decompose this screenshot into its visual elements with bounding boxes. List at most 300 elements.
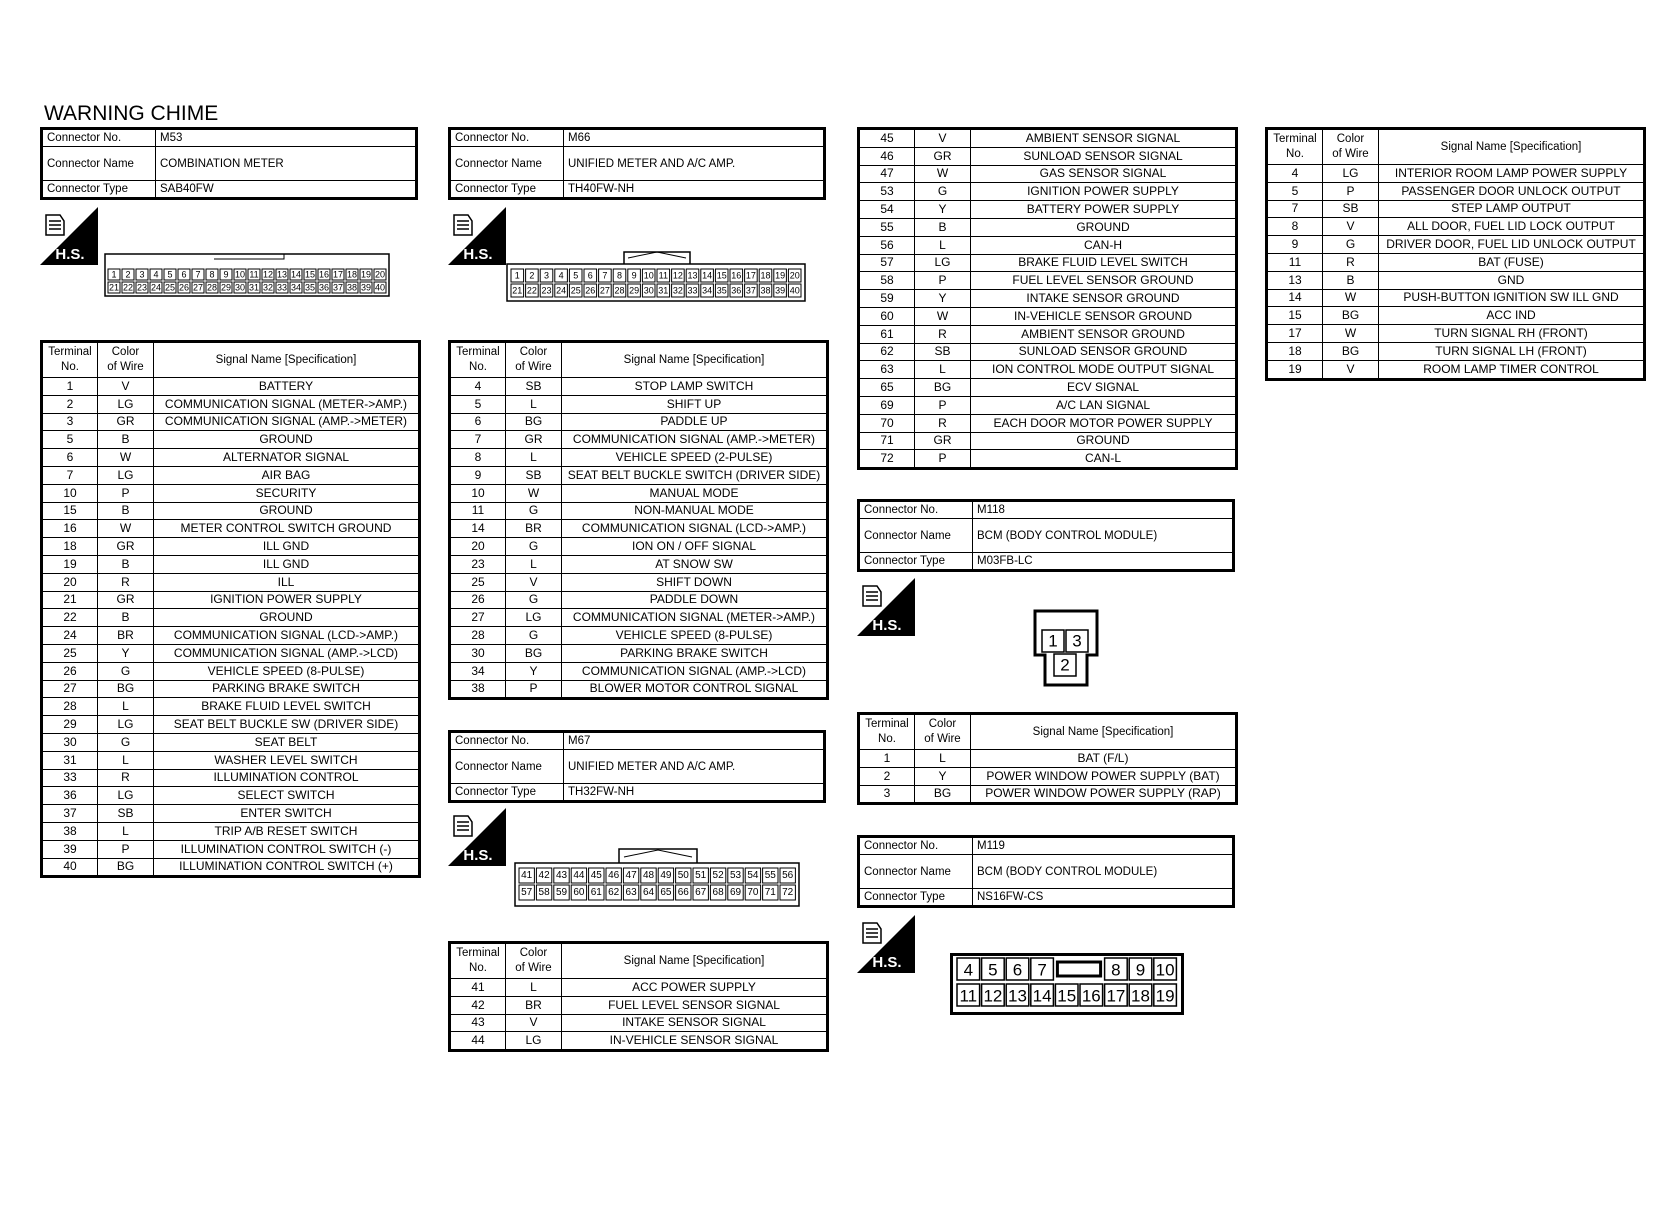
wire-color: G [1323, 236, 1379, 254]
terminal-no: 4 [1267, 165, 1323, 183]
connector-name: UNIFIED METER AND A/C AMP. [564, 750, 825, 784]
table-row [859, 379, 1237, 397]
pin-number: 28 [206, 282, 218, 293]
table-row [42, 644, 420, 662]
wire-color: L [98, 751, 154, 769]
table-row [450, 520, 828, 538]
signal-name: IGNITION POWER SUPPLY [971, 183, 1237, 201]
table-row [450, 680, 828, 699]
wire-color: L [915, 236, 971, 254]
signal-name: COMMUNICATION SIGNAL (LCD->AMP.) [154, 627, 420, 645]
pin-number: 59 [555, 887, 568, 898]
pin-number: 21 [108, 282, 120, 293]
table-row [859, 236, 1237, 254]
table-row [42, 555, 420, 573]
table-row [450, 591, 828, 609]
signal-name-header: Signal Name [Specification] [562, 342, 828, 378]
m53-terminal-table [40, 340, 421, 878]
terminal-no: 42 [450, 996, 506, 1014]
table-row [42, 378, 420, 396]
pin-number: 64 [642, 887, 655, 898]
connector-label: Connector No. [450, 129, 564, 147]
pin-number: 34 [702, 285, 713, 296]
signal-name: BATTERY [154, 378, 420, 396]
wire-color: L [506, 449, 562, 467]
connector-name: BCM (BODY CONTROL MODULE) [973, 519, 1234, 553]
table-row [450, 484, 828, 502]
terminal-no-header: Terminal No. [450, 943, 506, 979]
signal-name: POWER WINDOW POWER SUPPLY (BAT) [971, 767, 1237, 785]
pin-number: 36 [731, 285, 742, 296]
m119-terminal-table [1265, 127, 1646, 381]
table-row [450, 573, 828, 591]
signal-name: PASSENGER DOOR UNLOCK OUTPUT [1379, 182, 1645, 200]
terminal-no-header: Terminal No. [450, 342, 506, 378]
signal-name: ALL DOOR, FUEL LID LOCK OUTPUT [1379, 218, 1645, 236]
table-row [1267, 182, 1645, 200]
pin-number: 60 [573, 887, 585, 898]
terminal-no: 27 [42, 680, 98, 698]
table-row [42, 449, 420, 467]
table-row [450, 662, 828, 680]
table-row [42, 733, 420, 751]
terminal-no: 3 [859, 785, 915, 804]
signal-name: NON-MANUAL MODE [562, 502, 828, 520]
terminal-no: 15 [1267, 307, 1323, 325]
table-row [42, 413, 420, 431]
wire-color: R [915, 325, 971, 343]
pin-number: 46 [608, 870, 620, 881]
m53-info [40, 127, 418, 200]
signal-name: BLOWER MOTOR CONTROL SIGNAL [562, 680, 828, 699]
table-row [1267, 360, 1645, 379]
signal-name: BRAKE FLUID LEVEL SWITCH [971, 254, 1237, 272]
pin-number: 22 [122, 282, 134, 293]
wire-color: W [1323, 325, 1379, 343]
pin-number: 16 [731, 270, 742, 281]
signal-name: GROUND [971, 432, 1237, 450]
pin-number: 7 [195, 269, 201, 280]
pin-number: 2 [529, 270, 535, 281]
wire-color: G [98, 662, 154, 680]
pin-number: 19 [1155, 986, 1175, 1006]
wire-color: P [915, 450, 971, 469]
signal-name: COMMUNICATION SIGNAL (LCD->AMP.) [562, 520, 828, 538]
wire-color: GR [98, 413, 154, 431]
wire-color: BR [98, 627, 154, 645]
wire-color: P [915, 272, 971, 290]
table-row [42, 769, 420, 787]
wire-color: G [915, 183, 971, 201]
terminal-no: 40 [42, 858, 98, 877]
terminal-no: 3 [42, 413, 98, 431]
table-row [859, 325, 1237, 343]
signal-name: VEHICLE SPEED (2-PULSE) [562, 449, 828, 467]
signal-name: GROUND [154, 502, 420, 520]
hs-icon [40, 207, 98, 265]
signal-name: WASHER LEVEL SWITCH [154, 751, 420, 769]
pin-number: 63 [625, 887, 637, 898]
table-row [859, 450, 1237, 469]
table-row [1267, 271, 1645, 289]
pin-number: 39 [360, 282, 372, 293]
terminal-no: 38 [42, 822, 98, 840]
pin-number: 49 [660, 870, 672, 881]
table-row [1267, 236, 1645, 254]
terminal-no: 20 [450, 538, 506, 556]
connector-latch [1057, 962, 1100, 976]
pin-number: 22 [526, 285, 537, 296]
terminal-no: 23 [450, 555, 506, 573]
pin-number: 33 [276, 282, 288, 293]
pin-number: 25 [164, 282, 176, 293]
wire-color: P [506, 680, 562, 699]
table-row [859, 767, 1237, 785]
table-row [450, 979, 828, 997]
terminal-no: 9 [1267, 236, 1323, 254]
wire-color: BG [98, 858, 154, 877]
pin-number: 65 [660, 887, 672, 898]
pin-number: 20 [374, 269, 386, 280]
terminal-no: 41 [450, 979, 506, 997]
wire-color: BG [98, 680, 154, 698]
signal-name: SELECT SWITCH [154, 787, 420, 805]
pin-number: 11 [658, 270, 668, 281]
signal-name: SHIFT UP [562, 395, 828, 413]
pin-number: 68 [712, 887, 724, 898]
pin-number: 67 [695, 887, 707, 898]
terminal-no: 11 [1267, 253, 1323, 271]
wire-color: BG [1323, 307, 1379, 325]
signal-name: SUNLOAD SENSOR SIGNAL [971, 147, 1237, 165]
terminal-no: 60 [859, 307, 915, 325]
table-row [1267, 325, 1645, 343]
connector-type: TH32FW-NH [564, 784, 825, 802]
connector-label: Connector Type [42, 181, 156, 199]
table-row [859, 750, 1237, 768]
table-row [859, 254, 1237, 272]
signal-name: PUSH-BUTTON IGNITION SW ILL GND [1379, 289, 1645, 307]
pin-number: 57 [521, 887, 533, 898]
signal-name: GAS SENSOR SIGNAL [971, 165, 1237, 183]
color-of-wire-header: Color of Wire [98, 342, 154, 378]
signal-name: COMMUNICATION SIGNAL (METER->AMP.) [562, 609, 828, 627]
pin-number: 61 [590, 887, 602, 898]
terminal-no: 63 [859, 361, 915, 379]
wire-color: W [98, 520, 154, 538]
table-row [859, 414, 1237, 432]
signal-name: TRIP A/B RESET SWITCH [154, 822, 420, 840]
wire-color: V [1323, 360, 1379, 379]
pin-number: 19 [775, 270, 786, 281]
terminal-no: 62 [859, 343, 915, 361]
connector-label: Connector Name [859, 855, 973, 889]
table-row [859, 218, 1237, 236]
signal-name: IN-VEHICLE SENSOR GROUND [971, 307, 1237, 325]
pin-number: 18 [346, 269, 358, 280]
connector-label: Connector No. [859, 501, 973, 519]
terminal-no: 2 [42, 395, 98, 413]
terminal-no-header: Terminal No. [1267, 129, 1323, 165]
pin-number: 37 [745, 285, 756, 296]
wire-color: R [915, 414, 971, 432]
terminal-no: 43 [450, 1014, 506, 1032]
table-row [1267, 253, 1645, 271]
terminal-no: 14 [450, 520, 506, 538]
wire-color: LG [98, 395, 154, 413]
pin-number: 30 [643, 285, 654, 296]
table-row [42, 609, 420, 627]
table-row [450, 378, 828, 396]
signal-name: GROUND [154, 431, 420, 449]
signal-name: DRIVER DOOR, FUEL LID UNLOCK OUTPUT [1379, 236, 1645, 254]
pin-number: 23 [136, 282, 148, 293]
terminal-no: 24 [42, 627, 98, 645]
pin-number: 29 [629, 285, 640, 296]
wire-color: L [98, 822, 154, 840]
pin-number: 12 [672, 270, 683, 281]
terminal-no: 54 [859, 201, 915, 219]
wire-color: SB [1323, 200, 1379, 218]
connector-no: M67 [564, 732, 825, 750]
pin-number: 45 [590, 870, 602, 881]
color-of-wire-header: Color of Wire [915, 714, 971, 750]
pin-number: 16 [318, 269, 330, 280]
table-row [42, 840, 420, 858]
table-row [42, 751, 420, 769]
pin-number: 12 [983, 986, 1003, 1006]
wire-color: B [1323, 271, 1379, 289]
pin-number: 14 [290, 269, 302, 280]
terminal-no: 10 [42, 484, 98, 502]
terminal-no: 25 [42, 644, 98, 662]
signal-name: INTAKE SENSOR GROUND [971, 290, 1237, 308]
terminal-no: 26 [450, 591, 506, 609]
signal-name: SECURITY [154, 484, 420, 502]
terminal-no: 25 [450, 573, 506, 591]
wire-color: L [506, 395, 562, 413]
wire-color: G [98, 733, 154, 751]
pin-number: 33 [687, 285, 698, 296]
pin-number: 4 [153, 269, 159, 280]
terminal-no: 39 [42, 840, 98, 858]
hs-label: H.S. [55, 246, 85, 263]
wire-color: P [98, 484, 154, 502]
table-row [859, 785, 1237, 804]
wire-color: LG [98, 787, 154, 805]
pin-number: 53 [729, 870, 742, 881]
signal-name: ILLUMINATION CONTROL SWITCH (+) [154, 858, 420, 877]
table-row [859, 343, 1237, 361]
connector-no: M118 [973, 501, 1234, 519]
pin-number: 48 [642, 870, 655, 881]
m66-terminal-table [448, 340, 829, 700]
pin-number: 10 [643, 270, 654, 281]
connector-type: M03FB-LC [973, 553, 1234, 571]
table-row [42, 573, 420, 591]
table-row [42, 502, 420, 520]
connector-type: SAB40FW [156, 181, 417, 199]
signal-name: ILLUMINATION CONTROL [154, 769, 420, 787]
wire-color: BG [915, 785, 971, 804]
terminal-no: 7 [1267, 200, 1323, 218]
pin-number: 14 [702, 270, 713, 281]
wire-color: W [915, 307, 971, 325]
signal-name: PARKING BRAKE SWITCH [562, 644, 828, 662]
connector-type: TH40FW-NH [564, 181, 825, 199]
terminal-no: 56 [859, 236, 915, 254]
signal-name: COMMUNICATION SIGNAL (AMP.->METER) [154, 413, 420, 431]
pin-number: 6 [181, 269, 187, 280]
signal-name: GND [1379, 271, 1645, 289]
wire-color: GR [915, 147, 971, 165]
color-of-wire-header: Color of Wire [506, 342, 562, 378]
table-row [450, 395, 828, 413]
table-row [42, 680, 420, 698]
signal-name: ION CONTROL MODE OUTPUT SIGNAL [971, 361, 1237, 379]
signal-name: PADDLE DOWN [562, 591, 828, 609]
pin-number: 5 [573, 270, 579, 281]
table-row [450, 609, 828, 627]
terminal-no: 9 [450, 466, 506, 484]
terminal-no: 47 [859, 165, 915, 183]
pin-number: 24 [556, 285, 567, 296]
pin-number: 15 [304, 269, 316, 280]
terminal-no: 27 [450, 609, 506, 627]
signal-name: PARKING BRAKE SWITCH [154, 680, 420, 698]
wire-color: BG [506, 644, 562, 662]
m118-connector-face [1033, 609, 1099, 687]
pin-number: 35 [716, 285, 727, 296]
m66-info [448, 127, 826, 200]
m118-info [857, 499, 1235, 572]
terminal-no: 5 [42, 431, 98, 449]
pin-number: 7 [602, 270, 608, 281]
terminal-no: 29 [42, 716, 98, 734]
m119-connector-face [950, 953, 1184, 1015]
terminal-no: 19 [1267, 360, 1323, 379]
signal-name: VEHICLE SPEED (8-PULSE) [154, 662, 420, 680]
signal-name-header: Signal Name [Specification] [562, 943, 828, 979]
pin-number: 56 [782, 870, 794, 881]
signal-name-header: Signal Name [Specification] [971, 714, 1237, 750]
signal-name: A/C LAN SIGNAL [971, 396, 1237, 414]
pin-number: 41 [521, 870, 533, 881]
signal-name: POWER WINDOW POWER SUPPLY (RAP) [971, 785, 1237, 804]
pin-number: 50 [677, 870, 689, 881]
wire-color: B [98, 502, 154, 520]
pin-number: 3 [543, 270, 550, 281]
wire-color: G [506, 627, 562, 645]
table-row [42, 787, 420, 805]
hs-icon [448, 207, 506, 265]
terminal-no: 59 [859, 290, 915, 308]
pin-number: 8 [209, 269, 215, 280]
pin-number: 47 [625, 870, 637, 881]
table-row [1267, 342, 1645, 360]
signal-name: BAT (F/L) [971, 750, 1237, 768]
terminal-no: 8 [1267, 218, 1323, 236]
terminal-no: 30 [450, 644, 506, 662]
wire-color: B [98, 555, 154, 573]
terminal-no: 5 [1267, 182, 1323, 200]
signal-name: METER CONTROL SWITCH GROUND [154, 520, 420, 538]
terminal-no: 16 [42, 520, 98, 538]
hs-label: H.S. [463, 246, 493, 263]
wire-color: W [506, 484, 562, 502]
table-row [42, 698, 420, 716]
pin-number: 19 [360, 269, 372, 280]
table-row [1267, 289, 1645, 307]
pin-number: 40 [789, 285, 800, 296]
wire-color: R [98, 573, 154, 591]
table-row [450, 431, 828, 449]
signal-name: EACH DOOR MOTOR POWER SUPPLY [971, 414, 1237, 432]
table-row [450, 502, 828, 520]
pin-number: 7 [1037, 960, 1047, 980]
wire-color: P [98, 840, 154, 858]
signal-name: COMMUNICATION SIGNAL (METER->AMP.) [154, 395, 420, 413]
m118-terminal-table [857, 712, 1238, 805]
terminal-no: 28 [450, 627, 506, 645]
pin-number: 27 [192, 282, 204, 293]
pin-number: 55 [764, 870, 776, 881]
table-row [42, 627, 420, 645]
table-row [450, 555, 828, 573]
terminal-no: 4 [450, 378, 506, 396]
wire-color: B [98, 609, 154, 627]
terminal-no: 34 [450, 662, 506, 680]
signal-name: COMMUNICATION SIGNAL (AMP.->METER) [562, 431, 828, 449]
table-row [859, 307, 1237, 325]
terminal-no: 69 [859, 396, 915, 414]
pin-number: 38 [760, 285, 771, 296]
signal-name: GROUND [154, 609, 420, 627]
terminal-no: 11 [450, 502, 506, 520]
pin-number: 13 [1008, 986, 1027, 1006]
m119-info [857, 835, 1235, 908]
terminal-no: 58 [859, 272, 915, 290]
pin-number: 38 [346, 282, 358, 293]
wire-color: Y [506, 662, 562, 680]
signal-name: COMMUNICATION SIGNAL (AMP.->LCD) [562, 662, 828, 680]
terminal-no: 13 [1267, 271, 1323, 289]
connector-name: COMBINATION METER [156, 147, 417, 181]
terminal-no: 38 [450, 680, 506, 699]
table-row [859, 183, 1237, 201]
signal-name: ENTER SWITCH [154, 805, 420, 823]
table-row [859, 147, 1237, 165]
signal-name: ACC POWER SUPPLY [562, 979, 828, 997]
terminal-no: 71 [859, 432, 915, 450]
table-row [42, 466, 420, 484]
pin-number: 11 [959, 986, 978, 1006]
wire-color: Y [915, 290, 971, 308]
signal-name: SEAT BELT [154, 733, 420, 751]
pin-number: 15 [1057, 986, 1077, 1006]
wire-color: R [98, 769, 154, 787]
wire-color: LG [1323, 165, 1379, 183]
connector-label: Connector Type [450, 181, 564, 199]
m67-info [448, 730, 826, 803]
connector-label: Connector Type [450, 784, 564, 802]
terminal-no: 65 [859, 379, 915, 397]
pin-number: 9 [631, 270, 637, 281]
table-row [450, 627, 828, 645]
connector-label: Connector Name [859, 519, 973, 553]
table-row [1267, 218, 1645, 236]
m67-connector-face [514, 847, 800, 907]
